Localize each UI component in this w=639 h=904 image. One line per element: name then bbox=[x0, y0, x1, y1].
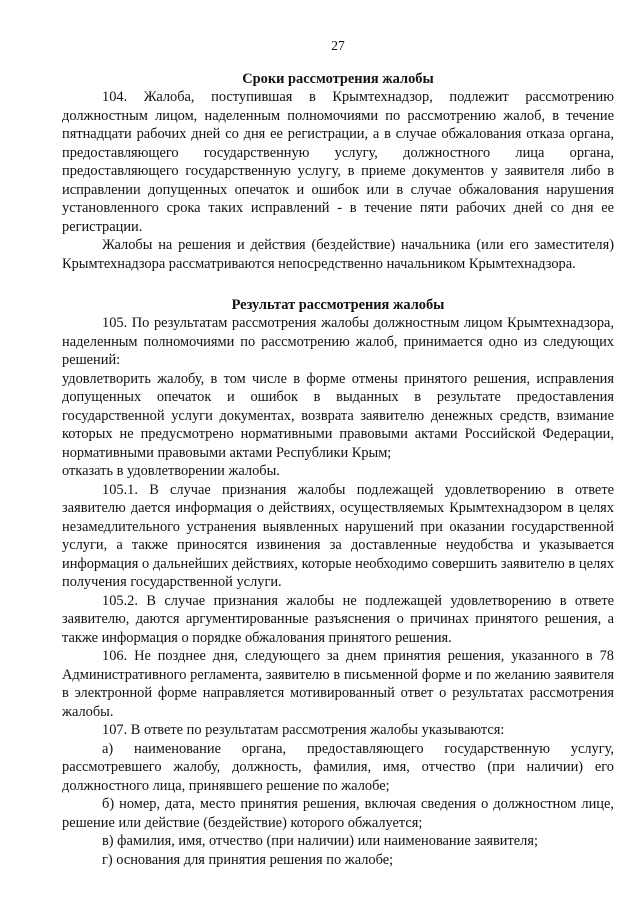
page-number: 27 bbox=[331, 38, 345, 53]
paragraph-105-1: 105.1. В случае признания жалобы подлежащей удовлетворению в ответе заявителю дается информация о действиях, осуществляемых Крымтехнадзором в целях незамедлительного устранения выявленных нарушений при оказании государственной услуги, а также приносятся извинения за доставленные неудобства и указывается информация о дальнейших действиях, которые необходимо совершить заявителю в целях получения государственной услуги. bbox=[62, 481, 614, 590]
paragraph-satisfy: удовлетворить жалобу, в том числе в форме отмены принятого решения, исправления допущенных опечаток и ошибок в выданных в результате предоставления государственной услуги документах, возврата заявителю денежных средств, взимание которых не предусмотрено нормативными правовыми актами Российской Федерации, нормативными правовыми актами Республики Крым; bbox=[62, 370, 614, 461]
paragraph-107-a: а) наименование органа, предоставляющего государственную услугу, рассмотревшего жалобу, должность, фамилия, имя, отчество (при наличии) его должностного лица, принявшего решение по жалобе; bbox=[62, 740, 614, 794]
paragraph-105: 105. По результатам рассмотрения жалобы должностным лицом Крымтехнадзора, наделенным полномочиями по рассмотрению жалоб, принимается одно из следующих решений: bbox=[62, 315, 614, 368]
section-heading-review-period: Сроки рассмотрения жалобы bbox=[242, 71, 434, 87]
paragraph-107-b: б) номер, дата, место принятия решения, включая сведения о должностном лице, решение или действие (бездействие) которого обжалуется; bbox=[62, 796, 614, 831]
paragraph-106: 106. Не позднее дня, следующего за днем принятия решения, указанного в 78 Административного регламента, заявителю в письменной форме и по желанию заявителя в электронной форме направляется мотивированный ответ о результатах рассмотрения жалобы. bbox=[62, 648, 614, 720]
paragraph-105-2: 105.2. В случае признания жалобы не подлежащей удовлетворению в ответе заявителю, даются аргументированные разъяснения о причинах принятого решения, а также информация о порядке обжалования принятого решения. bbox=[62, 592, 614, 646]
paragraph-refuse: отказать в удовлетворении жалобы. bbox=[62, 463, 280, 479]
paragraph-107-g: г) основания для принятия решения по жалобе; bbox=[102, 851, 394, 868]
paragraph-head-complaints: Жалобы на решения и действия (бездействие) начальника (или его заместителя) Крымтехнадзора рассматриваются непосредственно начальником Крымтехнадзора. bbox=[62, 237, 614, 272]
section-review-result-body bbox=[62, 314, 614, 869]
section-heading-review-result: Результат рассмотрения жалобы bbox=[231, 297, 445, 313]
paragraph-107: 107. В ответе по результатам рассмотрения жалобы указываются: bbox=[102, 722, 505, 738]
paragraph-104: 104. Жалоба, поступившая в Крымтехнадзор, подлежит рассмотрению должностным лицом, наделенным полномочиями по рассмотрению жалоб, в течение пятнадцати рабочих дней со дня ее регистрации, а в случае обжалования отказа органа, предоставляющего государственную услугу, должностного лица органа, предоставляющего государственную услугу, в приеме документов у заявителя либо в исправлении допущенных опечаток и ошибок или в случае обжалования нарушения установленного срока таких исправлений - в течение пяти рабочих дней со дня ее регистрации. bbox=[62, 89, 614, 235]
paragraph-107-v: в) фамилия, имя, отчество (при наличии) или наименование заявителя; bbox=[102, 833, 538, 849]
section-review-period-body bbox=[62, 88, 614, 273]
